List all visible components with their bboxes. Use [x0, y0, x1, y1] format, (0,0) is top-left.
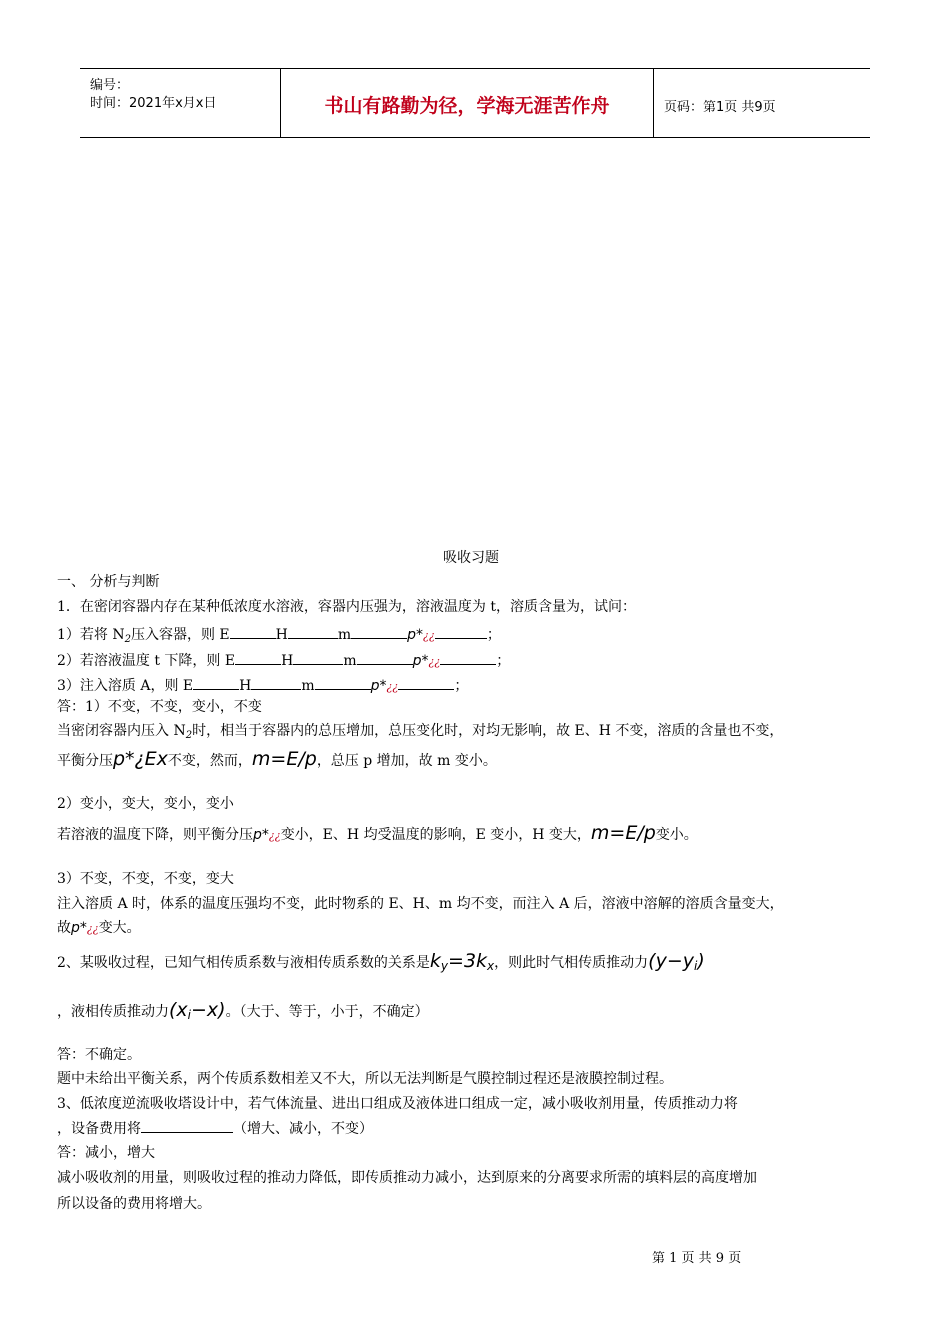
explanation-q3a: 减小吸收剂的用量，则吸收过程的推动力降低，即传质推动力减小，达到原来的分离要求所需的填料层的高度增加: [57, 1170, 757, 1186]
explanation-1a: [57, 722, 783, 745]
garbled-glyph: ¿¿: [386, 680, 399, 693]
blank-e: [230, 625, 276, 639]
answer-1: 答：1）不变，不变，变小，不变: [57, 699, 262, 715]
liquid-driving-force: $(x_i-x)$: [169, 999, 226, 1022]
page-footer: 第 1 页 共 9 页: [652, 1251, 742, 1266]
doc-time-label: 时间：2021年x月x日: [90, 96, 217, 111]
question-3-options: （增大、减小，不变）: [233, 1121, 373, 1137]
question-3-line2-prefix: ，设备费用将: [57, 1121, 141, 1137]
explanation-2-prefix: 若溶液的温度下降，则平衡分压: [57, 827, 253, 843]
header-table: [80, 68, 870, 138]
header-motto: 书山有路勤为径，学海无涯苦作舟: [324, 95, 610, 117]
answer-q3: 答：减小，增大: [57, 1145, 155, 1161]
blank-p: [435, 625, 487, 639]
answer-3: 3）不变，不变，不变，变大: [57, 871, 234, 887]
blank-e: [193, 676, 239, 690]
explanation-1b: [57, 746, 497, 774]
q1-sub3-text: 3）注入溶质 A，则 E: [57, 678, 194, 694]
blank-m: [351, 625, 407, 639]
explanation-1a-subscript: 2: [185, 730, 193, 741]
p-star-symbol: p*: [253, 827, 269, 843]
gas-driving-force: $(y-y_i)$: [648, 950, 705, 973]
explanation-2-mid: 变小，E、H 均受温度的影响，E 变小，H 变大，: [280, 827, 591, 843]
answer-q2: 答：不确定。: [57, 1047, 141, 1063]
question-2-line2-prefix: ，液相传质推动力: [57, 1004, 169, 1020]
explanation-3b-prefix: 故: [57, 920, 71, 936]
blank-h: [251, 676, 301, 690]
p-star-symbol: p*: [412, 653, 429, 669]
blank-h: [288, 625, 338, 639]
explanation-1b-mid: 不变，然而，: [167, 753, 252, 769]
label-h: H: [275, 627, 288, 643]
semicolon: ；: [496, 653, 511, 669]
header-page-cell: [654, 69, 870, 137]
garbled-glyph: ¿¿: [268, 829, 281, 842]
p-star-symbol: p*: [407, 627, 424, 643]
question-2-mid: ，则此时气相传质推动力: [494, 955, 649, 971]
header-page-label: 页码：第1页 共9页: [664, 100, 776, 115]
equilibrium-formula: p*¿Ex: [113, 748, 168, 770]
question-2-line2: [57, 995, 429, 1030]
m-formula: m=E/p: [590, 822, 656, 844]
blank-p: [440, 651, 496, 665]
explanation-1a-prefix: 当密闭容器内压入 N: [57, 723, 186, 739]
explanation-1b-suffix: ，总压 p 增加，故 m 变小。: [316, 753, 497, 769]
label-m: m: [337, 627, 352, 643]
q1-sub1-prefix: 1）若将 N: [57, 627, 125, 643]
q1-sub3: [57, 676, 468, 696]
q1-sub2: [57, 651, 510, 671]
explanation-1a-text: 时，相当于容器内的总压增加，总压变化时，对均无影响，故 E、H 不变，溶质的含量也不变，: [192, 723, 784, 739]
question-3-line2: [57, 1119, 373, 1138]
question-3: 3、低浓度逆流吸收塔设计中，若气体流量、进出口组成及液体进口组成一定，减小吸收剂用量，传质推动力将: [57, 1096, 738, 1112]
semicolon: ；: [454, 678, 469, 694]
doc-number-label: 编号：: [90, 78, 130, 93]
q1-sub1-text: 压入容器，则 E: [130, 627, 230, 643]
explanation-3a: 注入溶质 A 时，体系的温度压强均不变，此时物系的 E、H、m 均不变，而注入 A 后，溶液中溶解的溶质含量变大，: [57, 896, 784, 912]
page-title: 吸收习题: [443, 550, 499, 566]
question-2: [57, 944, 705, 983]
q1-sub1: [57, 625, 501, 649]
garbled-glyph: ¿¿: [86, 922, 99, 935]
explanation-2: [57, 820, 698, 849]
explanation-3b-suffix: 变大。: [98, 920, 141, 936]
blank-h: [293, 651, 343, 665]
label-m: m: [301, 678, 315, 694]
garbled-glyph: ¿¿: [423, 629, 435, 642]
explanation-2-suffix: 变小。: [655, 827, 698, 843]
explanation-3b: [57, 919, 141, 938]
garbled-glyph: ¿¿: [428, 655, 441, 668]
semicolon: ；: [486, 627, 501, 643]
question-2-options: 。（大于、等于，小于，不确定）: [225, 1004, 429, 1020]
header-motto-cell: [281, 69, 654, 137]
label-h: H: [239, 678, 252, 694]
answer-2: 2）变小，变大，变小，变小: [57, 796, 234, 812]
blank-m: [315, 676, 371, 690]
q1-sub1-subscript: 2: [124, 634, 131, 645]
explanation-1b-prefix: 平衡分压: [57, 753, 113, 769]
explanation-q3b: 所以设备的费用将增大。: [57, 1196, 211, 1212]
q1-sub2-text: 2）若溶液温度 t 下降，则 E: [57, 653, 236, 669]
p-star-symbol: p*: [71, 920, 87, 936]
blank-m: [357, 651, 413, 665]
section-heading: 一、 分析与判断: [57, 574, 160, 590]
question-2-text: 2、某吸收过程，已知气相传质系数与液相传质系数的关系是: [57, 955, 430, 971]
label-h: H: [281, 653, 294, 669]
blank-cost: [141, 1119, 233, 1133]
label-m: m: [343, 653, 357, 669]
explanation-q2: 题中未给出平衡关系，两个传质系数相差又不大，所以无法判断是气膜控制过程还是液膜控制过程。: [57, 1071, 673, 1087]
blank-e: [235, 651, 281, 665]
ky-kx-formula: $k_y=3k_x$: [429, 950, 495, 973]
m-formula: m=E/p: [251, 748, 317, 770]
question-1: 1．在密闭容器内存在某种低浓度水溶液，容器内压强为，溶液温度为 t，溶质含量为，试问：: [57, 599, 636, 615]
blank-p: [398, 676, 454, 690]
header-left-cell: [80, 69, 281, 137]
p-star-symbol: p*: [370, 678, 387, 694]
